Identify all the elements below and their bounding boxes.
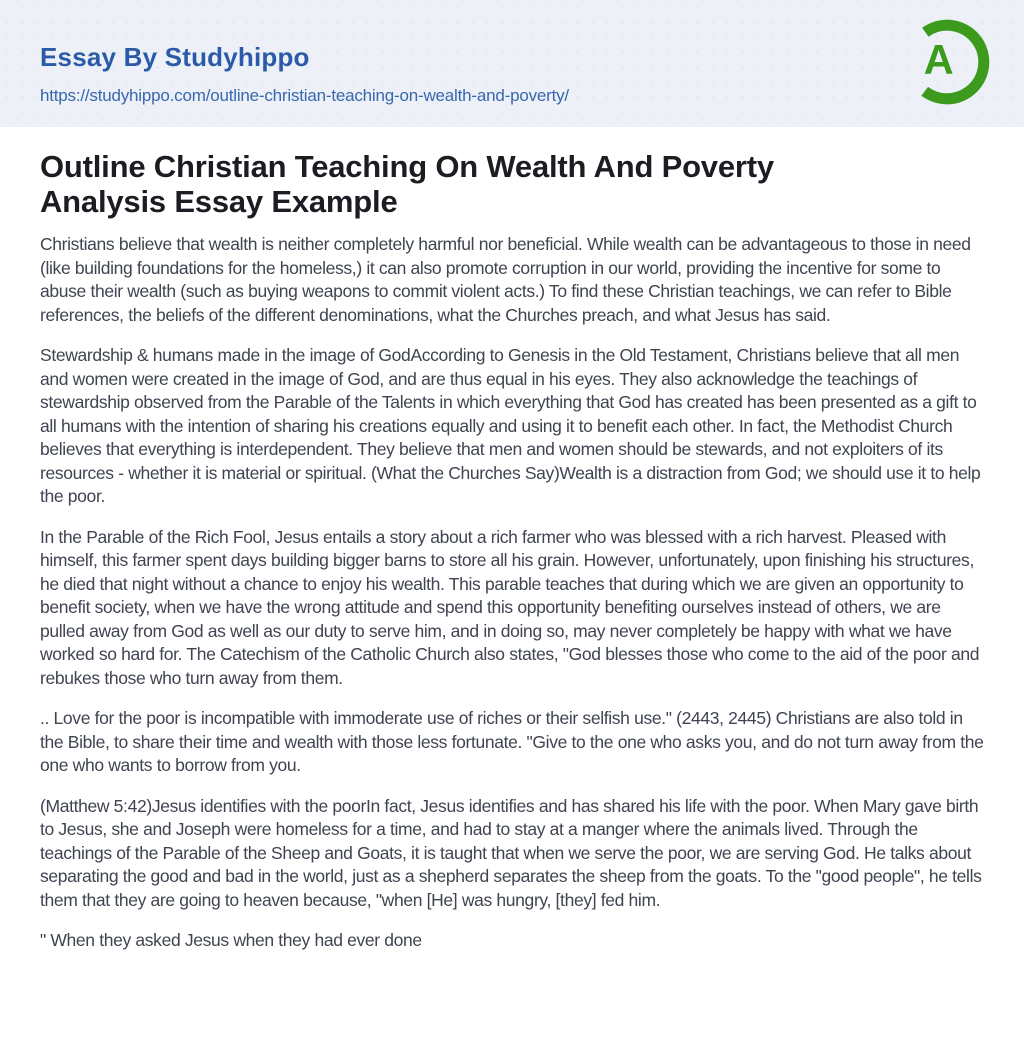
page-url-link[interactable]: https://studyhippo.com/outline-christian-teaching-on-wealth-and-poverty/ <box>40 86 569 105</box>
essay-paragraph: Stewardship & humans made in the image of GodAccording to Genesis in the Old Testament, Christians believe that all men and women were created in the image of God, and are thus equal in his eyes. They also acknowledge the teachings of stewardship observed from the Parable of the Talents in which everything that God has created has been presented as a gift to all humans with the intention of sharing his creations equally and using it to benefit each other. In fact, the Methodist Church believes that everything is interdependent. They believe that men and women should be stewards, and not exploiters of its resources - whether it is material or spiritual. (What the Churches Say)Wealth is a distraction from God; we should use it to help the poor. <box>40 345 981 506</box>
essay-paragraph: In the Parable of the Rich Fool, Jesus entails a story about a rich farmer who was blessed with a rich harvest. Pleased with himself, this farmer spent days building bigger barns to store all his grain. However, unfortunately, upon finishing his structures, he died that night without a chance to enjoy his wealth. This parable teaches that during which we are given an opportunity to benefit society, when we have the wrong attitude and spend this opportunity benefiting ourselves instead of others, we are pulled away from God as well as our duty to serve him, and in doing so, may never completely be happy with what we have worked so hard for. The Catechism of the Catholic Church also states, "God blesses those who come to the aid of the poor and rebukes those who turn away from them. <box>40 526 980 688</box>
site-title: Essay By Studyhippo <box>40 42 310 72</box>
essay-title: Outline Christian Teaching On Wealth And Poverty Analysis Essay Example <box>40 149 774 219</box>
page-header <box>0 0 1024 127</box>
essay-paragraph: " When they asked Jesus when they had ever done <box>40 930 422 950</box>
studyhippo-logo-icon <box>901 16 993 108</box>
essay-paragraph: .. Love for the poor is incompatible with immoderate use of riches or their selfish use." (2443, 2445) Christians are also told in the Bible, to share their time and wealth with those less fortunate. "Give to the one who asks you, and do not turn away from the one who wants to borrow from you. <box>40 708 984 775</box>
essay-article <box>0 127 1024 953</box>
essay-paragraph: (Matthew 5:42)Jesus identifies with the poorIn fact, Jesus identifies and has shared his life with the poor. When Mary gave birth to Jesus, she and Joseph were homeless for a time, and had to stay at a manger where the animals lived. Through the teachings of the Parable of the Sheep and Goats, it is taught that when we serve the poor, we are serving God. He talks about separating the good and bad in the world, just as a shepherd separates the sheep from the goats. To the "good people", he tells them that they are going to heaven because, "when [He] was hungry, [they] fed him. <box>40 795 982 910</box>
logo-letter: A <box>923 36 954 83</box>
essay-body <box>40 233 988 953</box>
essay-paragraph: Christians believe that wealth is neither completely harmful nor beneficial. While wealth can be advantageous to those in need (like building foundations for the homeless,) it can also promote corruption in our world, providing the incentive for some to abuse their wealth (such as buying weapons to commit violent acts.) To find these Christian teachings, we can refer to Bible references, the beliefs of the different denominations, what the Churches preach, and what Jesus has said. <box>40 234 971 325</box>
